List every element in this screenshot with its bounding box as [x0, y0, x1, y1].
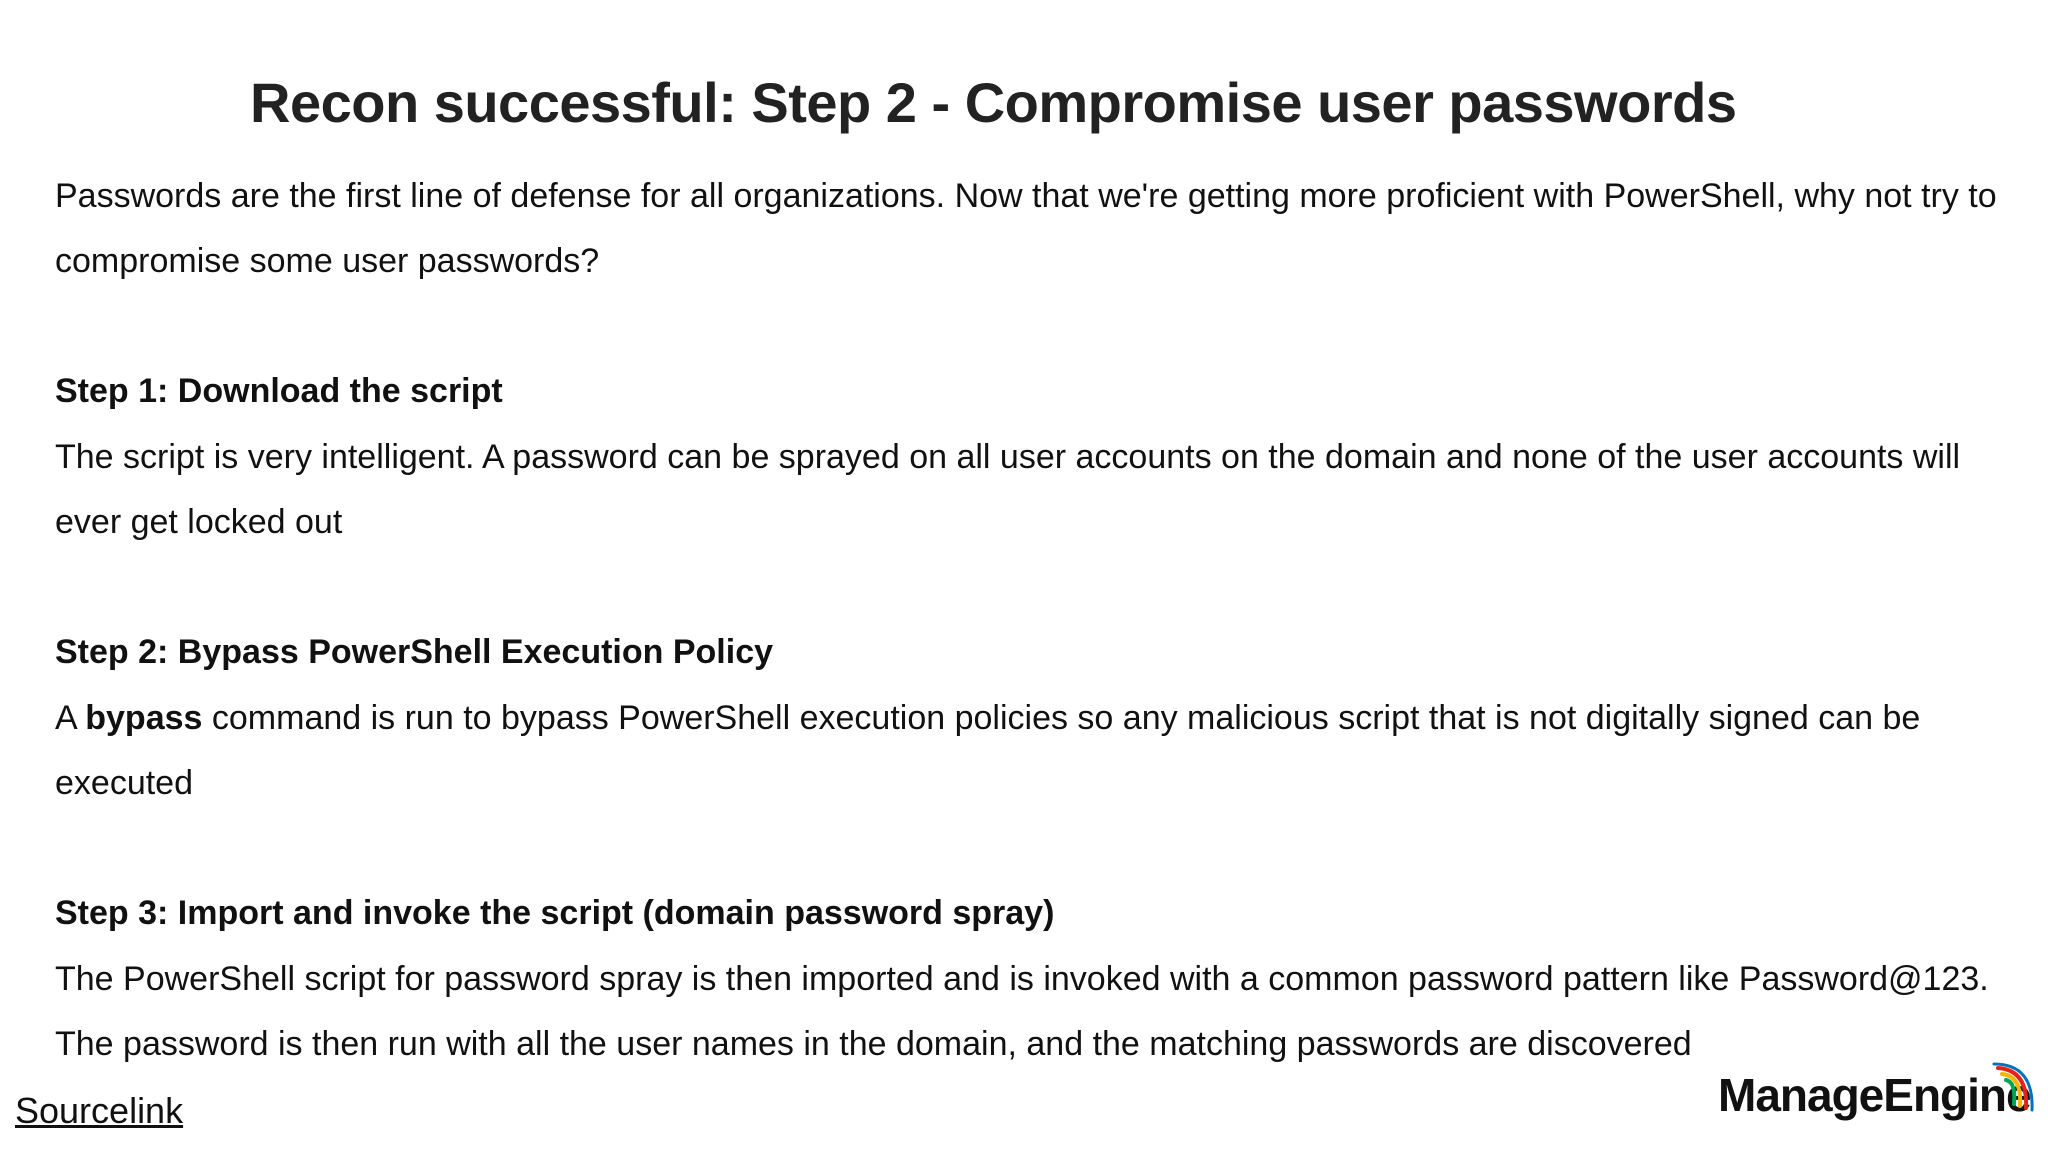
step-1-body: The script is very intelligent. A password can be sprayed on all user accounts on the domain and none of the user accounts will ever get locked out [55, 438, 1961, 541]
step-2-body-bold: bypass [85, 699, 203, 737]
manageengine-swoosh-icon [1988, 1060, 2038, 1120]
step-2-body-suffix: command is run to bypass PowerShell execution policies so any malicious script that is not digitally signed can be executed [55, 699, 1921, 802]
intro-paragraph: Passwords are the first line of defense for all organizations. Now that we're getting more proficient with PowerShell, why not try to compromise some user passwords? [55, 177, 1997, 280]
step-2-body-prefix: A [55, 699, 86, 737]
step-3-heading: Step 3: Import and invoke the script (domain password spray) [55, 894, 1055, 932]
swoosh-arc-green [2006, 1080, 2014, 1104]
manageengine-logo [1718, 1060, 2038, 1130]
step-2-body [55, 686, 2015, 816]
source-link[interactable]: Sourcelink [15, 1090, 184, 1131]
page-title: Recon successful: Step 2 - Compromise user passwords [250, 71, 1737, 134]
step-3-body: The PowerShell script for password spray is then imported and is invoked with a common password pattern like Password@123. The password is then run with all the user names in the domain, and the matching passwords are discovered [55, 960, 1989, 1063]
step-1-heading: Step 1: Download the script [55, 372, 503, 410]
step-2-heading: Step 2: Bypass PowerShell Execution Policy [55, 633, 774, 671]
logo-text: ManageEngine [1718, 1069, 2031, 1121]
